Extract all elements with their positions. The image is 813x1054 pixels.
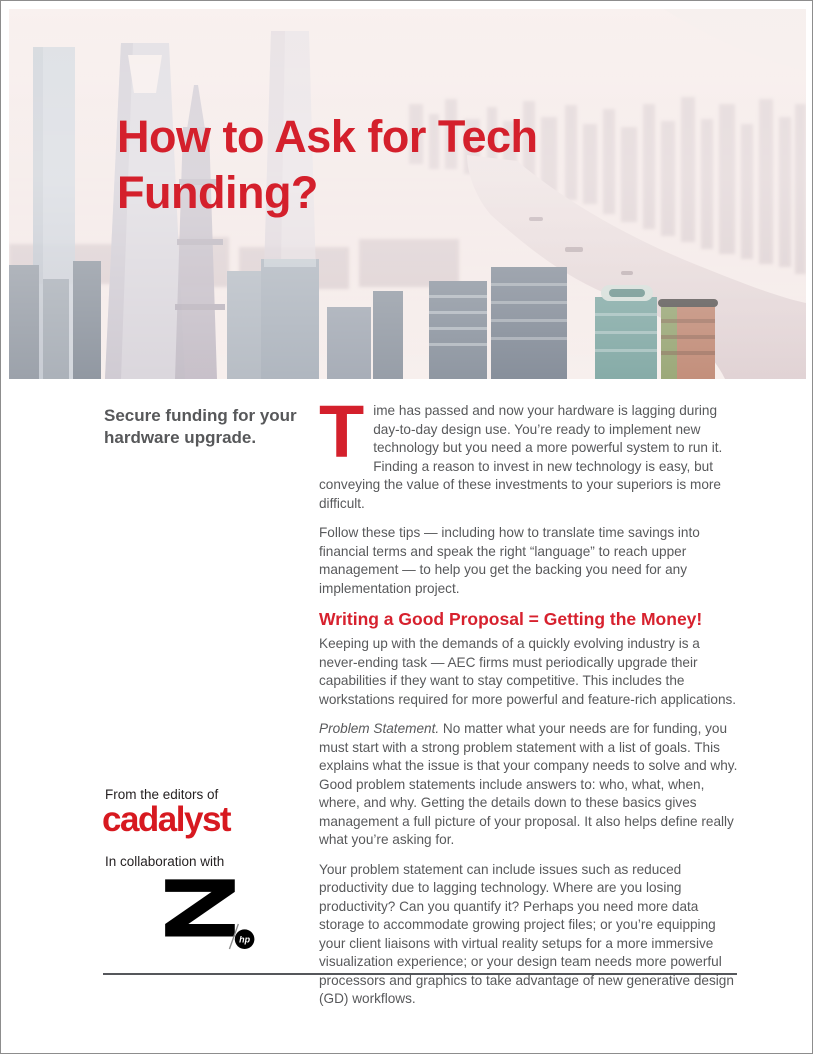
article-body — [319, 390, 739, 1020]
footer-divider — [103, 973, 737, 975]
paragraph-problem-statement-text: No matter what your needs are for funding, you must start with a strong problem statement with a list of goals. This explains what the issue is that your company needs to solve and why. Good problem statements include answers to: who, what, when, where, and why. Getting the details down to these basics gives management a full picture of your proposal. It also helps define really what you’re asking for. — [319, 721, 738, 847]
paragraph-lead-italic: Problem Statement. — [319, 721, 440, 736]
paragraph-examples: Your problem statement can include issues such as reduced productivity due to lagging technology. Where are you losing productivity? Can you quantify it? Perhaps you need more data storage to accommodate growing project files; or you’re equipping your client liaisons with virtual reality setups for a more immersive visualization experience; or your design team needs more powerful processors and graphics to take advantage of new generative design (GD) workflows. — [319, 861, 734, 1006]
page-title — [117, 109, 538, 221]
cadalyst-logo: cadalyst — [102, 800, 231, 839]
hp-mark-text: hp — [239, 934, 251, 945]
section-heading: Writing a Good Proposal = Getting the Money! — [319, 609, 703, 629]
editors-label: From the editors of — [105, 787, 219, 802]
tagline: Secure funding for your hardware upgrade. — [104, 406, 297, 447]
hp-z-logo — [158, 874, 258, 954]
paragraph-problem-statement — [319, 720, 739, 850]
paragraph-tips: Follow these tips — including how to translate time savings into financial terms and speak the right “language” to reach upper management — to help you get the backing you need for any implementation project. — [319, 525, 700, 596]
collaboration-label: In collaboration with — [105, 854, 225, 869]
hero-image — [9, 9, 806, 379]
page-title-line1: How to Ask for Tech — [117, 111, 538, 162]
paragraph-intro-text: ime has passed and now your hardware is lagging during day-to-day design use. You’re ready to implement new technology but you need a more powerful system to run it. Finding a reason to invest in new technology is easy, but conveying the value of these investments to your superiors is more difficult. — [319, 403, 723, 511]
dropcap-letter: T — [319, 390, 365, 473]
paragraph-intro — [319, 390, 739, 513]
paragraph-keeping-up: Keeping up with the demands of a quickly evolving industry is a never-ending task — AEC firms must periodically upgrade their capabilities if they want to stay competitive. This includes the workstations required for more powerful and feature-rich applications. — [319, 636, 737, 707]
hp-z-logo-icon — [158, 874, 258, 953]
page-title-line2: Funding? — [117, 167, 318, 218]
